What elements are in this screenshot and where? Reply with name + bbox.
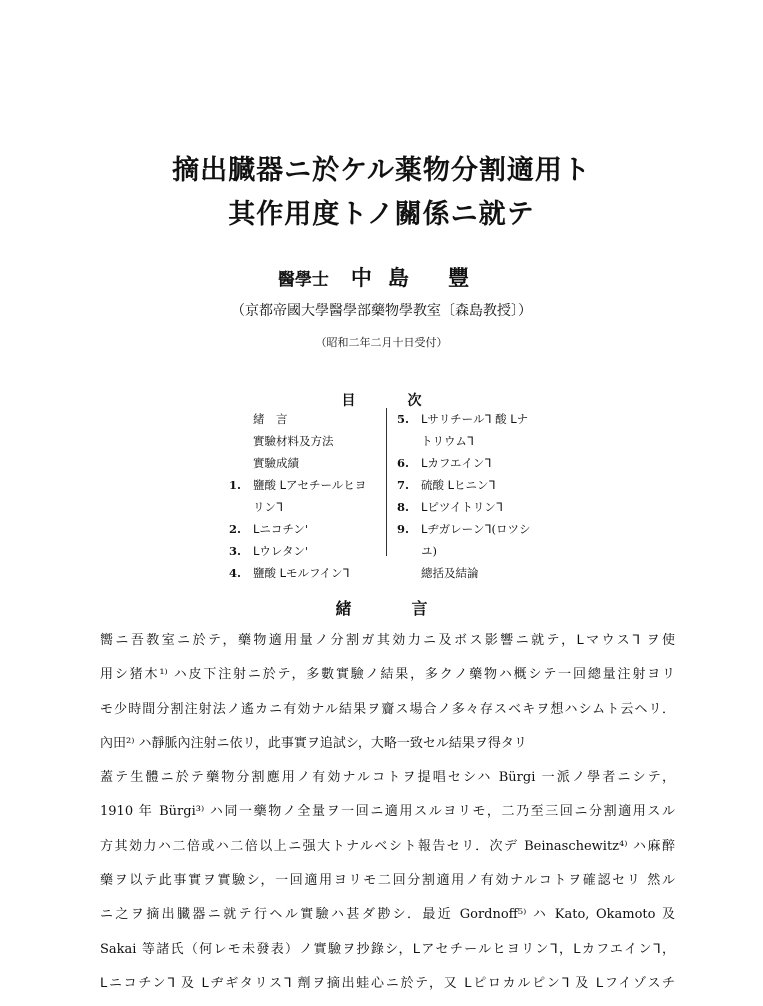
toc-item: 3. ᒪウレタン': [229, 544, 309, 558]
body-paragraphs: [100, 624, 675, 1001]
toc-item: 1. 鹽酸 ᒪアセチールヒヨ: [229, 478, 367, 492]
title-line-1: 摘出臓器ニ於ケル薬物分割適用ト: [172, 155, 591, 186]
toc-item: 5. ᒪサリチールᒣ 酸 ᒪナ: [397, 412, 529, 426]
text-line: Sakai 等諸氏（何レモ未發表）ノ實驗ヲ抄錄シ，ᒪアセチールヒヨリンᒣ，ᒪカフエインᒣ，: [100, 941, 675, 957]
toc-item: 8. ᒪピツイトリンᒣ: [397, 500, 503, 514]
toc-divider: [386, 408, 387, 556]
text-line: 1910 年 Bürgi³⁾ ハ同一藥物ノ全量ヲ一回ニ適用スルヨリモ，二乃至三回ニ分割適用スル: [100, 804, 675, 820]
toc-heading-left: 目: [341, 393, 356, 409]
toc-item: 2. ᒪニコチン': [229, 522, 308, 536]
title-line-2: 其作用度トノ關係ニ就テ: [228, 199, 535, 230]
toc-item: 7. 硫酸 ᒪヒニンᒣ: [397, 478, 496, 492]
section-heading: [0, 596, 763, 619]
author-role: 醫學士: [277, 270, 329, 290]
text-line: 蓋テ生體ニ於テ藥物分割應用ノ有効ナルコトヲ提唱セシハ Bürgi 一派ノ學者ニシテ，: [100, 770, 675, 786]
text-line: 用シ猪木¹⁾ ハ皮下注射ニ於テ，多數實驗ノ結果，多クノ藥物ハ概シテ一回總量注射ヨリ: [100, 667, 675, 683]
affiliation: （京都帝國大學醫學部藥物學教室〔森島教授〕）: [231, 303, 532, 319]
toc-heading: [0, 390, 763, 410]
toc-right-column: [397, 408, 547, 584]
text-line: 內田²⁾ ハ靜脈內注射ニ依リ，此事實ヲ追試シ，大略一致セル結果ヲ得タリ: [100, 735, 527, 751]
text-line: 嚮ニ吾教室ニ於テ，藥物適用量ノ分割ガ其効力ニ及ボス影響ニ就テ，ᒪマウスᒣ ヲ使: [100, 633, 675, 648]
toc-item: 4. 鹽酸 ᒪモルフインᒣ: [229, 566, 350, 580]
toc-item: 6. ᒪカフエインᒣ: [397, 456, 492, 470]
toc-item: 總括及結論: [421, 566, 479, 580]
toc-item: ユ): [421, 544, 437, 558]
toc-heading-right: 次: [407, 393, 422, 409]
text-line: 藥ヲ以テ此事實ヲ實驗シ，一回適用ヨリモ二回分割適用ノ有効ナルコトヲ確認セリ 然ル: [100, 873, 675, 889]
toc-item: リンᒣ: [253, 500, 284, 514]
toc-item: トリウムᒣ: [421, 434, 474, 448]
toc-item: 9. ᒪヂガレーンᒣ(ロツシ: [397, 522, 531, 536]
text-line: モ少時間分割注射法ノ遙カニ有効ナル結果ヲ齎ス場合ノ多々存スベキヲ想ハシムト云ヘリ．: [100, 701, 675, 717]
author-name: 中島 豐: [350, 265, 486, 290]
section-heading-left: 緒: [335, 599, 352, 618]
author: [0, 262, 763, 292]
toc-item: 實驗成績: [253, 456, 299, 470]
toc-item: 緒 言: [253, 412, 288, 426]
toc-item: 實驗材料及方法: [253, 434, 334, 448]
text-line: ニ之ヲ摘出臓器ニ就テ行ヘル實驗ハ甚ダ尠シ．最近 Gordnoff⁵⁾ ハ Kato, Okamoto 及: [100, 907, 675, 923]
toc-left-column: [229, 408, 379, 584]
section-heading-right: 言: [411, 599, 428, 618]
received-date: （昭和二年二月十日受付）: [315, 336, 448, 349]
text-line: 方其効力ハ二倍或ハ二倍以上ニ强大トナルベシト報告セリ．次デ Beinaschewitz⁴⁾ ハ麻醉: [100, 838, 675, 854]
text-line: ᒪニコチンᒣ 及 ᒪヂギタリスᒣ 劑ヲ摘出蛙心ニ於テ，又 ᒪピロカルピンᒣ 及 ᒪフイゾスチ: [100, 975, 675, 991]
